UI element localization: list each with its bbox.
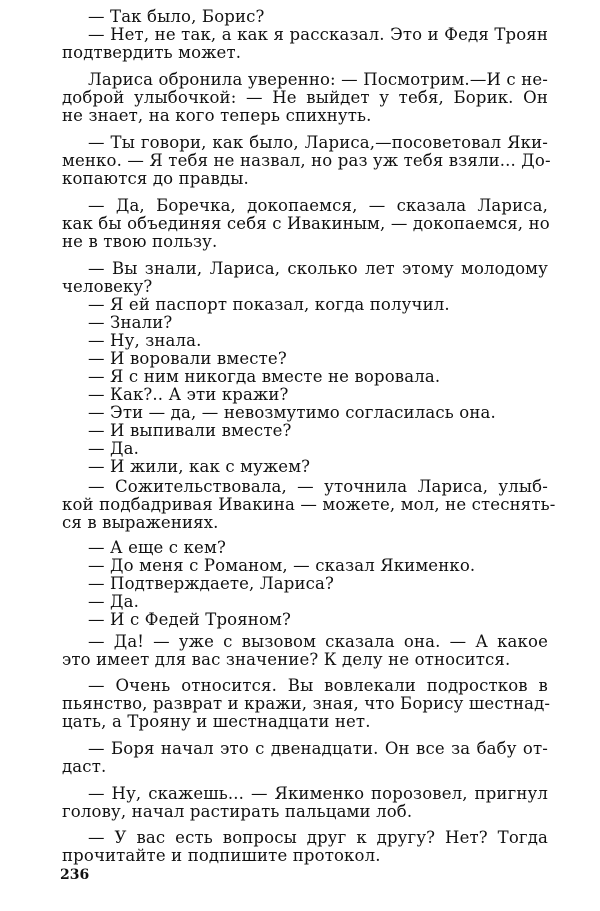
text-line-7: — Ты говори, как было, Лариса,—посоветовал Яки- [88,133,548,152]
text-line-18: — И воровали вместе? [88,349,287,368]
text-line-35: — Очень относится. Вы вовлекали подростков в [88,676,548,695]
text-line-16: — Знали? [88,313,173,332]
text-line-36: пьянство, разврат и кражи, зная, что Борису шестнад- [62,694,551,713]
text-line-11: как бы объединяя себя с Ивакиным, — докопаемся, но [62,214,550,233]
text-line-31: — Да. [88,592,139,611]
text-line-30: — Подтверждаете, Лариса? [88,574,334,593]
text-line-21: — Эти — да, — невозмутимо согласилась она. [88,403,496,422]
text-line-6: не знает, на кого теперь спихнуть. [62,106,372,125]
text-line-32: — И с Федей Трояном? [88,610,292,629]
text-line-2: — Нет, не так, а как я рассказал. Это и Федя Троян [88,25,548,44]
text-line-43: прочитайте и подпишите протокол. [62,846,381,865]
text-line-1: — Так было, Борис? [88,7,265,26]
text-line-39: даст. [62,757,107,776]
text-line-3: подтвердить может. [62,43,242,62]
text-line-25: — Сожительствовала, — уточнила Лариса, улыб- [88,477,548,496]
text-line-28: — А еще с кем? [88,538,226,557]
text-line-24: — И жили, как с мужем? [88,457,311,476]
text-line-4: Лариса обронила уверенно: — Посмотрим.—И с не- [88,70,548,89]
text-line-5: доброй улыбочкой: — Не выйдет у тебя, Борик. Он [62,88,548,107]
text-line-15: — Я ей паспорт показал, когда получил. [88,295,450,314]
page-number: 236 [60,867,90,883]
text-line-41: голову, начал растирать пальцами лоб. [62,802,413,821]
text-line-23: — Да. [88,439,139,458]
text-line-12: не в твою пользу. [62,232,218,251]
text-line-14: человеку? [62,277,153,296]
text-line-17: — Ну, знала. [88,331,202,350]
text-line-13: — Вы знали, Лариса, сколько лет этому молодому [88,259,548,278]
text-line-27: ся в выражениях. [62,513,219,532]
text-line-22: — И выпивали вместе? [88,421,292,440]
text-line-9: копаются до правды. [62,169,249,188]
text-line-8: менко. — Я тебя не назвал, но раз уж тебя взяли... До- [62,151,551,170]
text-line-33: — Да! — уже с вызовом сказала она. — А какое [88,632,548,651]
text-line-29: — До меня с Романом, — сказал Якименко. [88,556,476,575]
text-line-37: цать, а Трояну и шестнадцати нет. [62,712,371,731]
text-line-20: — Как?.. А эти кражи? [88,385,289,404]
text-line-34: это имеет для вас значение? К делу не относится. [62,650,511,669]
text-line-38: — Боря начал это с двенадцати. Он все за бабу от- [88,739,548,758]
text-line-40: — Ну, скажешь... — Якименко порозовел, пригнул [88,784,548,803]
text-line-42: — У вас есть вопросы друг к другу? Нет? Тогда [88,828,548,847]
text-line-26: кой подбадривая Ивакина — можете, мол, не стеснять- [62,495,556,514]
text-line-10: — Да, Боречка, докопаемся, — сказала Лариса, [88,196,548,215]
text-line-19: — Я с ним никогда вместе не воровала. [88,367,441,386]
